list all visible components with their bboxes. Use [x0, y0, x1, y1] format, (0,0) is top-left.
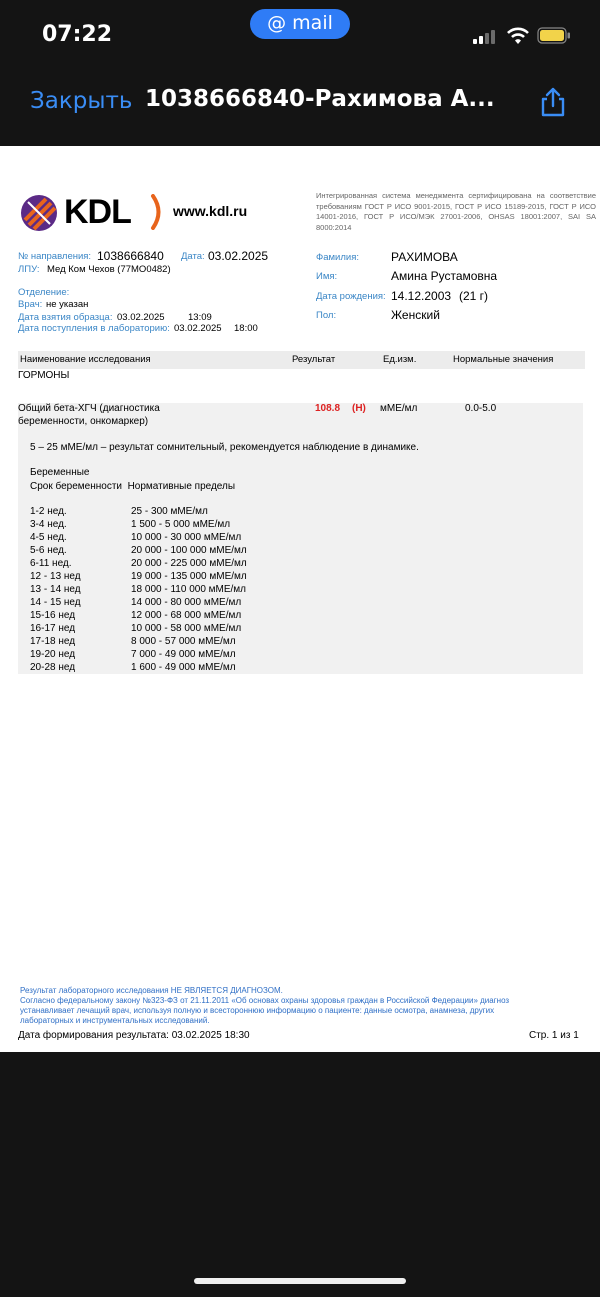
mail-badge[interactable]: @ mail	[250, 9, 350, 39]
lpu-label: ЛПУ:	[18, 264, 40, 275]
name-value: Амина Рустамовна	[391, 269, 498, 283]
share-icon[interactable]	[538, 86, 568, 118]
close-button[interactable]: Закрыть	[30, 88, 133, 114]
footer-law-line-1: Согласно федеральному закону №323-ФЗ от 21.11.2011 «Об основах охраны здоровья граждан в Российской Федерации» диагноз	[20, 996, 510, 1005]
wifi-icon	[506, 26, 530, 46]
term-range: 20 000 - 100 000 мМЕ/мл	[131, 545, 247, 556]
term-label: 13 - 14 нед	[30, 584, 81, 595]
doctor-value: не указан	[46, 299, 89, 310]
term-label: 17-18 нед	[30, 636, 76, 647]
cellular-signal-icon	[473, 30, 499, 44]
result-norm: 0.0-5.0	[465, 403, 497, 414]
kdl-logo-text: KDL	[64, 193, 131, 231]
term-range: 12 000 - 68 000 мМЕ/мл	[131, 610, 242, 621]
term-label: 20-28 нед	[30, 662, 76, 673]
doctor-label: Врач:	[18, 299, 43, 310]
term-label: 15-16 нед	[30, 610, 76, 621]
kdl-logo-icon	[20, 194, 58, 232]
term-range: 10 000 - 58 000 мМЕ/мл	[131, 623, 242, 634]
nav-title: 1038666840-Рахимова А...	[145, 86, 495, 112]
term-range: 19 000 - 135 000 мМЕ/мл	[131, 571, 247, 582]
sample-time: 13:09	[188, 312, 212, 323]
name-label: Имя:	[316, 271, 338, 282]
referral-label: № направления:	[18, 251, 92, 262]
sex-label: Пол:	[316, 310, 337, 321]
term-label: 19-20 нед	[30, 649, 76, 660]
column-header-unit: Ед.изм.	[383, 354, 417, 365]
date-value: 03.02.2025	[208, 249, 269, 263]
lab-report-document	[0, 146, 600, 1052]
term-range: 1 500 - 5 000 мМЕ/мл	[131, 519, 231, 530]
pregnant-title: Беременные	[30, 467, 90, 478]
column-header-name: Наименование исследования	[20, 354, 151, 365]
term-label: 3-4 нед.	[30, 519, 67, 530]
home-indicator[interactable]	[194, 1278, 406, 1284]
term-range: 1 600 - 49 000 мМЕ/мл	[131, 662, 236, 673]
test-name-line-2: беременности, онкомаркер)	[18, 416, 149, 427]
lpu-value: Мед Ком Чехов (77МО0482)	[47, 264, 171, 275]
generated-date: Дата формирования результата: 03.02.2025 18:30	[18, 1030, 250, 1041]
term-range: 14 000 - 80 000 мМЕ/мл	[131, 597, 242, 608]
footer-law-line-3: лабораторных и инструментальных исследований.	[20, 1016, 210, 1025]
dob-label: Дата рождения:	[316, 291, 386, 302]
term-label: 12 - 13 нед	[30, 571, 81, 582]
term-range: 7 000 - 49 000 мМЕ/мл	[131, 649, 236, 660]
department-label: Отделение:	[18, 287, 70, 298]
page-number: Стр. 1 из 1	[529, 1030, 579, 1041]
result-flag: (H)	[352, 403, 366, 414]
battery-icon	[537, 27, 571, 44]
date-label: Дата:	[181, 251, 205, 262]
lab-date: 03.02.2025	[174, 323, 222, 334]
column-header-norm: Нормальные значения	[453, 354, 554, 365]
term-range: 10 000 - 30 000 мМЕ/мл	[131, 532, 242, 543]
test-name-line-1: Общий бета-ХГЧ (диагностика	[18, 403, 160, 414]
footer-law-line-2: устанавливает лечащий врач, используя полную и всестороннюю информацию о пациенте: данные осмотра, анамнеза, других	[20, 1006, 495, 1015]
logo-chevron-icon	[150, 194, 166, 230]
lab-date-label: Дата поступления в лабораторию:	[18, 323, 170, 334]
sample-date: 03.02.2025	[117, 312, 165, 323]
term-range: 18 000 - 110 000 мМЕ/мл	[131, 584, 247, 595]
term-label: 4-5 нед.	[30, 532, 67, 543]
status-bar	[0, 0, 600, 70]
footer-disclaimer: Результат лабораторного исследования НЕ ЯВЛЯЕТСЯ ДИАГНОЗОМ.	[20, 986, 283, 995]
term-label: 16-17 нед	[30, 623, 76, 634]
certification-text: Интегрированная система менеджмента сертифицирована на соответствие требованиям ГОСТ Р ИСО 9001-2015, ГОСТ Р ИСО 15189-2015, ГОСТ Р ИСО 14001-2016, ГОСТ Р ИСО/МЭК 27001-2006, OHSAS 18001:2007, SAI SA 8000:2014	[316, 191, 596, 232]
lab-time: 18:00	[234, 323, 258, 334]
result-comment: 5 – 25 мМЕ/мл – результат сомнительный, рекомендуется наблюдение в динамике.	[30, 442, 419, 453]
sex-value: Женский	[391, 308, 440, 322]
site-url: www.kdl.ru	[173, 203, 248, 219]
term-label: 1-2 нед.	[30, 506, 67, 517]
surname-label: Фамилия:	[316, 252, 359, 263]
term-label: 14 - 15 нед	[30, 597, 81, 608]
term-label: 6-11 нед.	[30, 558, 72, 569]
pregnant-header: Срок беременности Нормативные пределы	[30, 481, 236, 492]
term-range: 25 - 300 мМЕ/мл	[131, 506, 208, 517]
referral-number: 1038666840	[97, 249, 164, 263]
term-label: 5-6 нед.	[30, 545, 67, 556]
term-range: 8 000 - 57 000 мМЕ/мл	[131, 636, 236, 647]
result-unit: мМЕ/мл	[380, 403, 418, 414]
clock: 07:22	[42, 22, 113, 47]
result-value: 108.8	[315, 403, 341, 414]
term-range: 20 000 - 225 000 мМЕ/мл	[131, 558, 247, 569]
dob-value: 14.12.2003	[391, 289, 452, 303]
column-header-result: Результат	[292, 354, 336, 365]
section-title: ГОРМОНЫ	[18, 370, 70, 381]
surname-value: РАХИМОВА	[391, 250, 458, 264]
age-value: (21 г)	[459, 289, 489, 303]
sample-date-label: Дата взятия образца:	[18, 312, 113, 323]
